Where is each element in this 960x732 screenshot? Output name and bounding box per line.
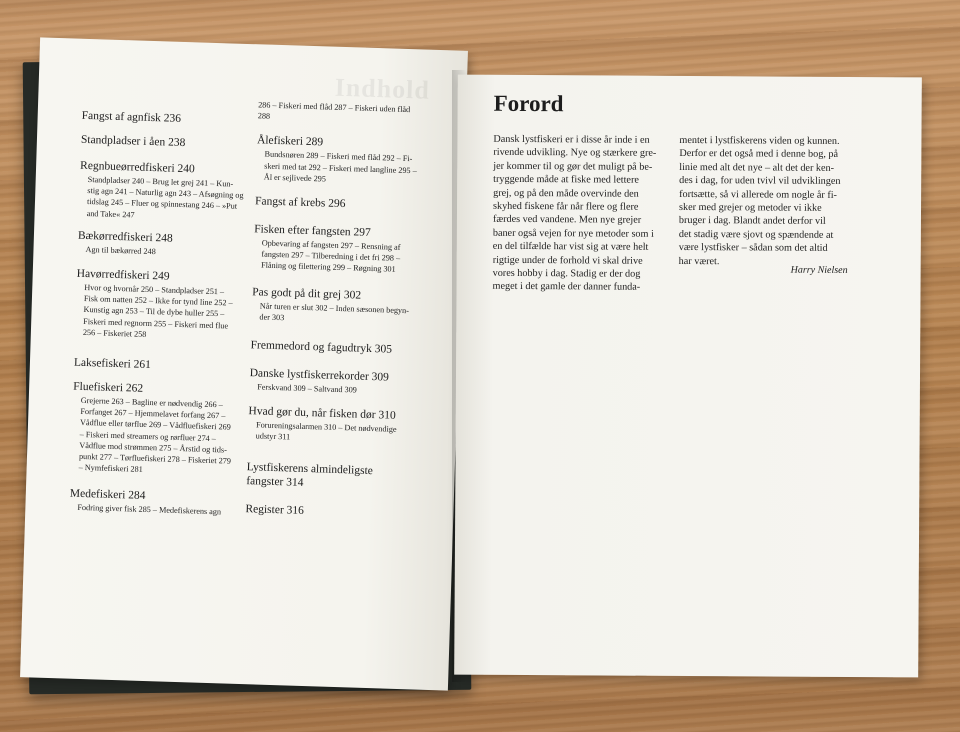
foreword-title: Forord [493, 90, 564, 117]
toc-subtopic-line: udstyr 311 [255, 431, 291, 442]
toc-column-2 [245, 98, 454, 522]
toc-entry-subtopics [75, 282, 259, 344]
toc-entry-heading: Ålefiskeri 289 [256, 134, 324, 149]
toc-subtopic-line: and Take« 247 [86, 208, 135, 220]
foreword-line: være lystfisker – sådan som det altid [678, 242, 828, 255]
foreword-line: meget i det gamle der danner funda- [492, 281, 641, 294]
foreword-line: bruger i dag. Blandt andet derfor vil [678, 215, 826, 228]
toc-subtopic-line: 256 – Fiskeriet 258 [82, 327, 147, 339]
toc-subtopic-line: Hvor og hvornår 250 – Standpladser 251 – [84, 282, 225, 297]
toc-subtopic-line: – Fiskeri med streamers og rørfluer 274 – [79, 429, 216, 443]
toc-entry [81, 109, 263, 129]
toc-entry [258, 99, 455, 128]
toc-entry [256, 134, 453, 189]
toc-subtopic-line: Ferskvand 309 – Saltvand 309 [257, 382, 357, 395]
foreword-line: grej, og på den måde overvinde den [493, 187, 639, 200]
toc-entry-subtopics [258, 99, 455, 128]
foreword-line: sker med grejer og metoder vi ikke [678, 201, 822, 214]
toc-subtopic-line: Forfanget 267 – Hjemmelavet forfang 267 – [80, 407, 226, 421]
foreword-line: jer kommer til og gør det muligt på be- [493, 160, 653, 173]
toc-entry-subtopics [253, 237, 450, 277]
toc-entry-heading: Fremmedord og fagudtryk 305 [250, 339, 393, 356]
toc-subtopic-line: fangsten 297 – Tilberedning i det fri 298 – [261, 249, 401, 264]
toc-subtopic-line: Flåning og filettering 299 – Røgning 301 [260, 260, 396, 275]
foreword-column-1 [492, 133, 665, 295]
toc-entry [248, 404, 445, 448]
toc-subtopic-line: Vådflue mod strømmen 275 – Årstid og tids- [79, 440, 228, 455]
toc-entry-heading: Laksefiskeri 261 [73, 356, 152, 372]
toc-subtopic-line: Fodring giver fisk 285 – Medefiskerens agn [77, 503, 222, 517]
foreword-line: en del tilfælde har vist sig at være helt [492, 241, 649, 254]
toc-entry-heading: Regnbueørredfiskeri 240 [79, 159, 195, 176]
toc-subtopic-line: Bundsnøren 289 – Fiskeri med flåd 292 – Fi- [264, 149, 413, 164]
foreword-line: rigtige under de forhold vi skal drive [492, 254, 643, 267]
foreword-line: færdes ved vandene. Men nye grejer [492, 214, 642, 227]
toc-subtopic-line: Opbevaring af fangsten 297 – Rensning af [261, 238, 401, 252]
foreword-line: fortsætte, så vi allerede om nogle år fi- [679, 188, 838, 201]
foreword-line: tryggende måde at fiske med lettere [493, 174, 639, 186]
toc-entry-heading: Hvad gør du, når fisken dør 310 [248, 405, 396, 423]
toc-entry-heading: Fisken efter fangsten 297 [254, 223, 371, 239]
foreword-column-2 [679, 134, 856, 269]
toc-entry [75, 267, 259, 344]
toc-entry [250, 338, 446, 358]
toc-subtopic-line: punkt 277 – Tørfluefiskeri 278 – Fiskeriet 279 [78, 451, 232, 466]
toc-subtopic-line: 288 [257, 111, 271, 121]
foreword-line: Derfor er det også med i denne bog, på [679, 148, 839, 161]
toc-entry-heading: Fluefiskeri 262 [73, 380, 144, 395]
toc-entry [70, 380, 255, 479]
toc-subtopic-line: der 303 [259, 312, 285, 323]
toc-entry-heading: Register 316 [245, 502, 305, 517]
foreword-line: baner også vejen for nye metoder som i [492, 227, 654, 240]
toc-entry-heading: Pas godt på dit grej 302 [252, 285, 362, 302]
toc-subtopic-line: Ål er sejlivede 295 [263, 172, 327, 184]
toc-subtopic-line: Når turen er slut 302 – Inden sæsonen begyn- [259, 301, 410, 315]
toc-entry-subtopics [248, 419, 445, 448]
foreword-line: rivende udvikling. Nye og stærkere gre- [493, 147, 657, 160]
toc-entry [78, 159, 262, 224]
toc-entry [253, 222, 450, 277]
toc-entry [255, 194, 451, 214]
toc-entry [69, 487, 252, 519]
foreword-line: linie med alt det nye – alt det der ken- [679, 161, 835, 174]
toc-entry-subtopics [256, 149, 453, 189]
toc-entry-heading: Fangst af agnfisk 236 [81, 109, 182, 125]
toc-entry-heading: Lystfiskerens almindeligste [246, 460, 374, 477]
toc-subtopic-line: Vådflue eller tørflue 269 – Vådfluefiskeri 269 [79, 418, 231, 433]
foreword-line: mentet i lystfiskerens viden og kunnen. [679, 134, 840, 147]
toc-subtopic-line: 286 – Fiskeri med flåd 287 – Fiskeri uden flåd [258, 100, 411, 115]
foreword-line: Dansk lystfiskeri er i disse år inde i en [493, 133, 650, 146]
foreword-line: det stadig være sjovt og spændende at [678, 228, 834, 241]
foreword-line: har været. [678, 255, 720, 267]
toc-subtopic-line: Standpladser 240 – Brug let grej 241 – Kun- [87, 175, 234, 189]
toc-subtopic-line: skeri med tat 292 – Fiskeri med langline 295 – [264, 161, 417, 175]
toc-entry-heading: Havørredfiskeri 249 [76, 267, 170, 283]
toc-entry [251, 285, 448, 329]
toc-entry [81, 133, 263, 153]
toc-subtopic-line: stig agn 241 – Naturlig agn 243 – Afsøgning og [87, 186, 244, 201]
toc-entry-heading: fangster 314 [246, 474, 304, 489]
toc-subtopic-line: – Nymfefiskeri 281 [78, 463, 143, 475]
toc-entry-subtopics [70, 395, 254, 479]
foreword-line: skyhed fiskene får når flere og flere [492, 200, 639, 213]
ghost-title: Indhold [334, 72, 431, 105]
toc-subtopic-line: Fisk om natten 252 – Ikke for tynd line 252 – [83, 294, 233, 308]
toc-subtopic-line: Agn til bækørred 248 [85, 244, 156, 256]
right-page-foreword [454, 75, 922, 678]
foreword-signature: Harry Nielsen [790, 264, 848, 276]
toc-subtopic-line: tidslag 245 – Fluer og spinnestang 246 – »Put [86, 197, 238, 212]
toc-column-1 [69, 109, 264, 519]
toc-entry-heading: Medefiskeri 284 [69, 488, 146, 503]
toc-entry [77, 229, 260, 261]
toc-subtopic-line: Grejerne 263 – Bagline er nødvendig 266 – [80, 395, 223, 410]
toc-subtopic-line: Kunstig agn 253 – Til de dybe huller 255 – [83, 305, 225, 319]
toc-entry-heading: Fangst af krebs 296 [254, 195, 346, 211]
toc-entry-subtopics [78, 174, 261, 225]
foreword-line: des i dag, for uden tvivl vil udviklingen [679, 175, 841, 188]
toc-entry-subtopics [251, 300, 448, 329]
left-page-contents [20, 37, 468, 690]
toc-entry-heading: Standpladser i åen 238 [80, 133, 186, 150]
toc-entry [249, 366, 446, 398]
toc-entry [245, 502, 441, 522]
toc-entry-heading: Danske lystfiskerrekorder 309 [249, 367, 390, 384]
toc-subtopic-line: Fiskeri med regnorm 255 – Fiskeri med flue [83, 316, 229, 331]
toc-entry [74, 356, 256, 376]
toc-subtopic-line: Forureningsalarmen 310 – Det nødvendige [255, 420, 397, 435]
toc-entry-heading: Bækørredfiskeri 248 [77, 229, 173, 245]
foreword-line: vores hobby i dag. Stadig er der dog [492, 267, 641, 280]
